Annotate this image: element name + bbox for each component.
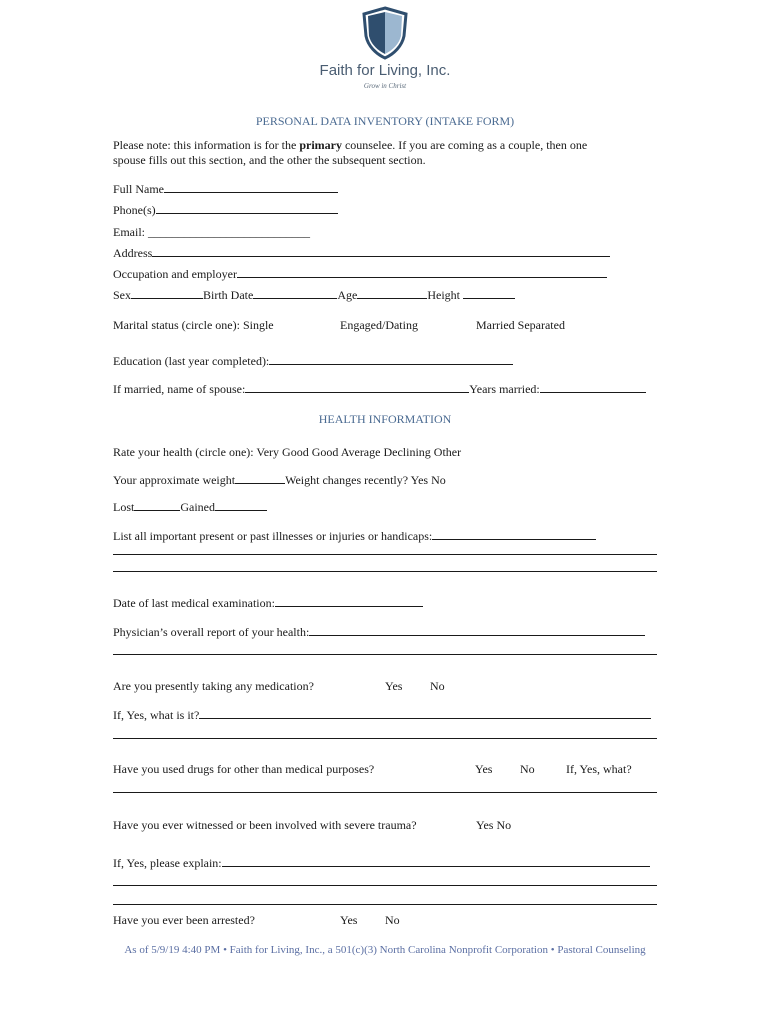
trauma-explain-line-3[interactable] <box>113 904 657 905</box>
trauma-yes-no[interactable]: Yes No <box>476 818 512 832</box>
phone-blank[interactable] <box>156 203 338 214</box>
physician-report-line-2[interactable] <box>113 654 657 655</box>
occupation-field[interactable]: Occupation and employer <box>113 267 607 282</box>
occupation-blank[interactable] <box>237 267 607 278</box>
drugs-what-label: If, Yes, what? <box>566 762 632 776</box>
birth-date-blank[interactable] <box>253 288 337 299</box>
arrested-no[interactable]: No <box>385 913 400 927</box>
medication-no[interactable]: No <box>430 679 445 693</box>
sex-birth-age-height-row[interactable]: Sex Birth Date Age Height <box>113 288 515 303</box>
note-line-2: spouse fills out this section, and the other the subsequent section. <box>113 153 426 167</box>
marital-status-label: Marital status (circle one): Single <box>113 318 274 332</box>
drugs-question: Have you used drugs for other than medical purposes? <box>113 762 375 776</box>
physician-report-blank[interactable] <box>309 625 645 636</box>
email-field[interactable]: Email: ___________________________ <box>113 225 310 239</box>
medication-what-field[interactable]: If, Yes, what is it? <box>113 708 651 723</box>
medication-question: Are you presently taking any medication? <box>113 679 314 693</box>
marital-option-married-separated[interactable]: Married Separated <box>476 318 565 332</box>
illnesses-field[interactable]: List all important present or past illnesses or injuries or handicaps: <box>113 529 596 544</box>
rate-health-row[interactable]: Rate your health (circle one): Very Good Good Average Declining Other <box>113 445 462 459</box>
illnesses-blank[interactable] <box>432 529 596 540</box>
phone-field[interactable]: Phone(s) <box>113 203 338 218</box>
footer: As of 5/9/19 4:40 PM • Faith for Living, Inc., a 501(c)(3) North Carolina Nonprofit Corporation • Pastoral Counseling <box>124 944 646 956</box>
drugs-what-line[interactable] <box>113 792 657 793</box>
medication-what-blank[interactable] <box>199 708 651 719</box>
drugs-no[interactable]: No <box>520 762 535 776</box>
spouse-row[interactable]: If married, name of spouse: Years married: <box>113 382 646 397</box>
weight-row[interactable]: Your approximate weight Weight changes recently? Yes No <box>113 473 446 487</box>
age-blank[interactable] <box>357 288 427 299</box>
form-title: PERSONAL DATA INVENTORY (INTAKE FORM) <box>255 114 515 128</box>
trauma-question: Have you ever witnessed or been involved with severe trauma? <box>113 818 417 832</box>
gained-blank[interactable] <box>215 500 267 511</box>
physician-report-field[interactable]: Physician’s overall report of your health: <box>113 625 645 640</box>
sex-blank[interactable] <box>131 288 203 299</box>
last-exam-blank[interactable] <box>275 596 423 607</box>
lost-blank[interactable] <box>134 500 180 511</box>
full-name-field[interactable]: Full Name <box>113 182 338 197</box>
arrested-yes[interactable]: Yes <box>340 913 358 927</box>
education-field[interactable]: Education (last year completed): <box>113 354 513 369</box>
org-logo <box>0 6 770 90</box>
weight-blank[interactable] <box>235 473 285 484</box>
marital-option-engaged[interactable]: Engaged/Dating <box>340 318 418 332</box>
education-blank[interactable] <box>269 354 513 365</box>
illnesses-line-2[interactable] <box>113 554 657 555</box>
spouse-name-blank[interactable] <box>245 382 469 393</box>
org-tagline: Grow in Christ <box>363 82 407 90</box>
lost-gained-row[interactable]: Lost Gained <box>113 500 267 515</box>
height-blank[interactable] <box>463 288 515 299</box>
medication-yes[interactable]: Yes <box>385 679 403 693</box>
address-blank[interactable] <box>152 246 610 257</box>
trauma-explain-line-2[interactable] <box>113 885 657 886</box>
trauma-explain-field[interactable]: If, Yes, please explain: <box>113 856 650 871</box>
shield-icon <box>358 6 412 60</box>
illnesses-line-3[interactable] <box>113 571 657 572</box>
years-married-blank[interactable] <box>540 382 646 393</box>
trauma-explain-blank[interactable] <box>222 856 650 867</box>
drugs-yes[interactable]: Yes <box>475 762 493 776</box>
health-heading: HEALTH INFORMATION <box>318 412 452 426</box>
address-field[interactable]: Address <box>113 246 610 261</box>
medication-what-line-2[interactable] <box>113 738 657 739</box>
last-exam-field[interactable]: Date of last medical examination: <box>113 596 423 611</box>
arrested-question: Have you ever been arrested? <box>113 913 255 927</box>
note-line-1: Please note: this information is for the primary counselee. If you are coming as a couple, then one <box>113 138 588 152</box>
full-name-blank[interactable] <box>164 182 338 193</box>
org-name: Faith for Living, Inc. <box>319 62 451 79</box>
